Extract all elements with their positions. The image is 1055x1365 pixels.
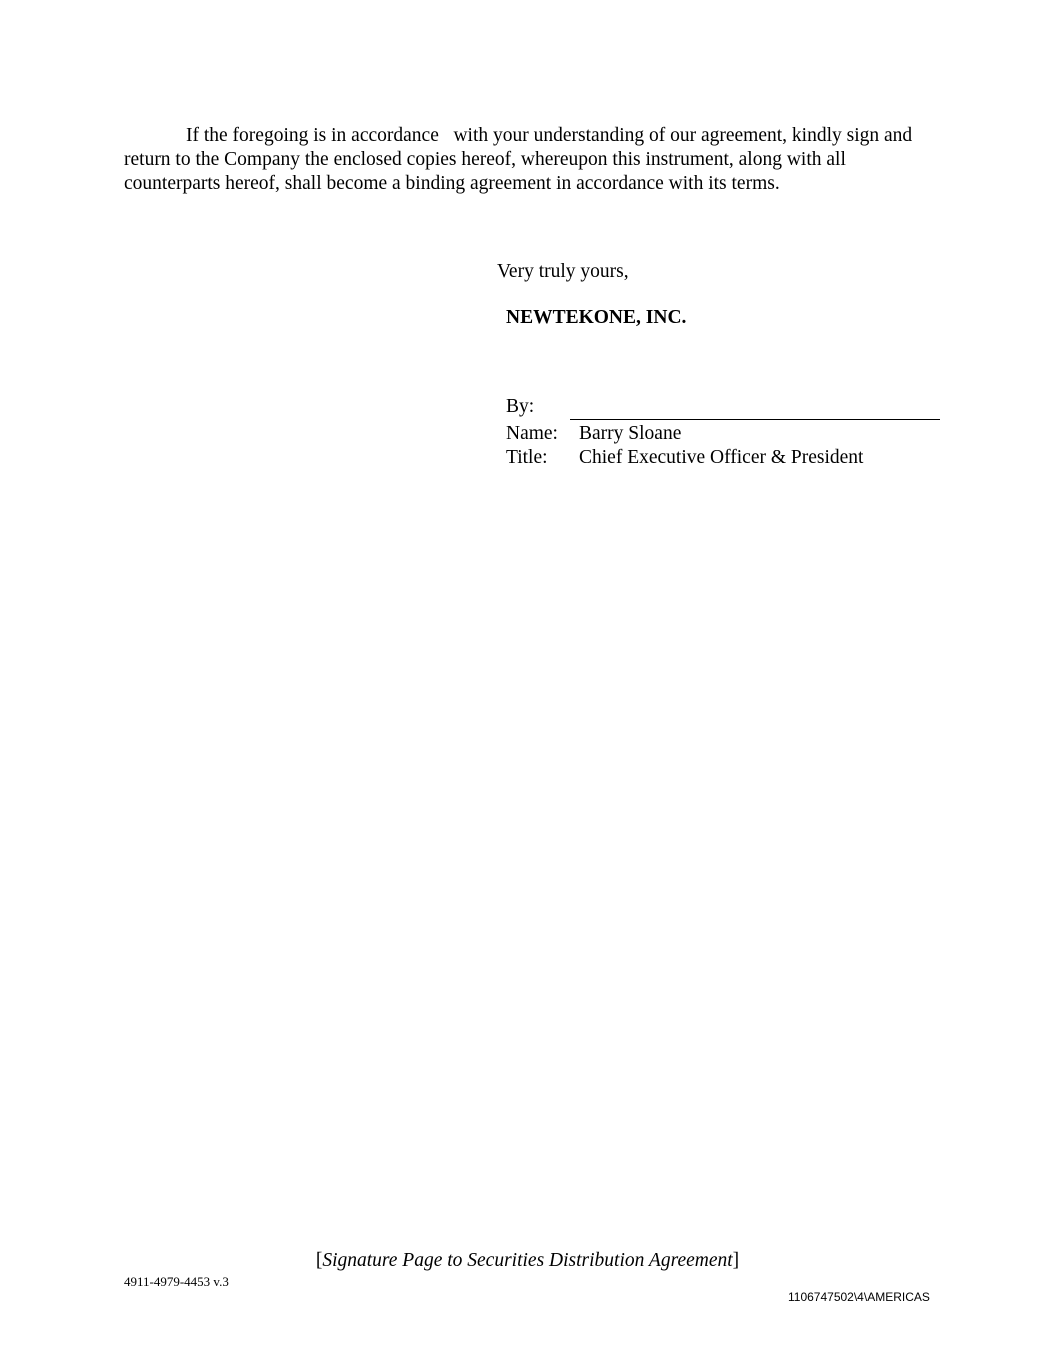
closing-salutation: Very truly yours,: [497, 261, 629, 282]
title-label: Title:: [506, 447, 548, 468]
document-id-right: 1106747502\4\AMERICAS: [788, 1290, 930, 1304]
caption-text: Signature Page to Securities Distribution Agreement: [322, 1250, 733, 1271]
signatory-name: Barry Sloane: [579, 423, 682, 444]
caption-bracket-close: ]: [732, 1250, 740, 1271]
body-paragraph: If the foregoing is in accordance with your understanding of our agreement, kindly sign and return to the Company the enclosed copies hereof, whereupon this instrument, along with all counterparts hereof, shall become a binding agreement in accordance with its terms.: [124, 125, 918, 194]
signature-line: [570, 419, 940, 420]
caption-bracket-open: [: [315, 1250, 323, 1271]
signatory-title: Chief Executive Officer & President: [579, 447, 864, 468]
by-label: By:: [506, 396, 535, 417]
company-name: NEWTEKONE, INC.: [506, 307, 687, 328]
signature-page-caption: [0, 1250, 1055, 1272]
document-id-left: 4911-4979-4453 v.3: [124, 1274, 229, 1289]
name-label: Name:: [506, 423, 558, 444]
